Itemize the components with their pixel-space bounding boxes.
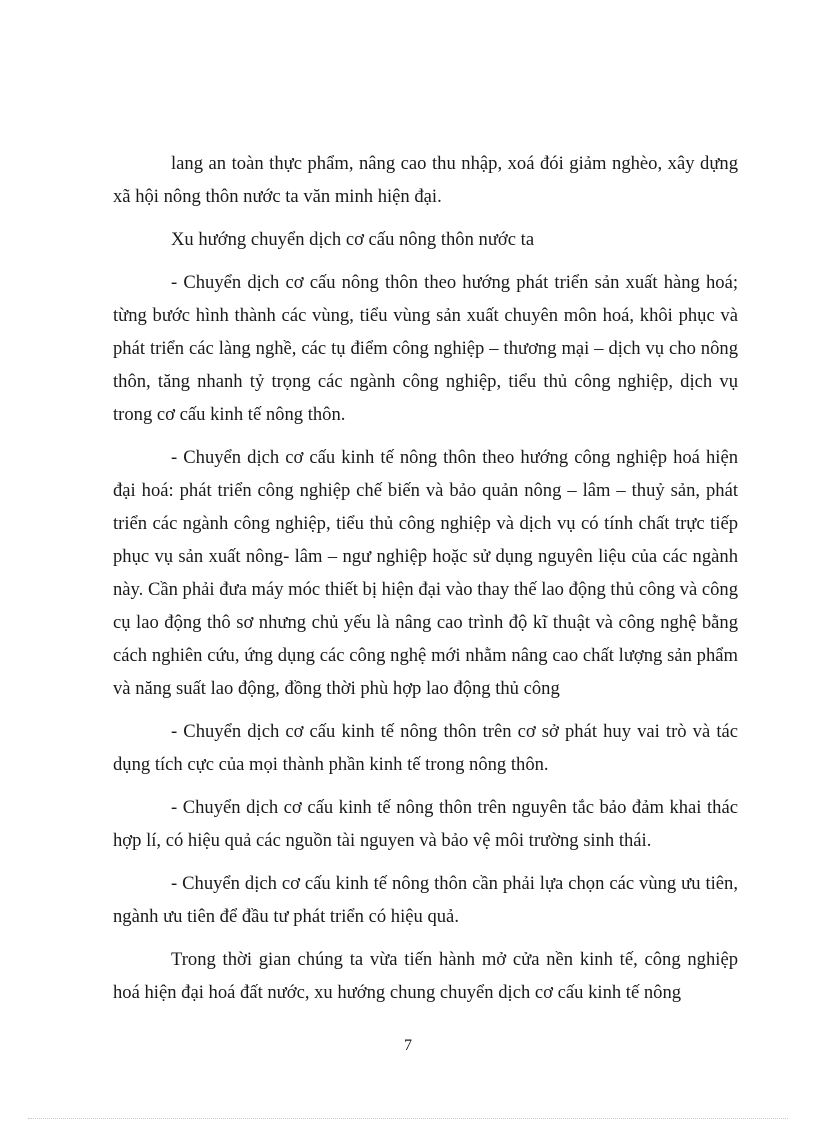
- paragraph-trend-heading: Xu hướng chuyển dịch cơ cấu nông thôn nước ta: [171, 229, 535, 250]
- paragraph-bullet-resources: - Chuyển dịch cơ cấu kinh tế nông thôn trên nguyên tắc bảo đảm khai thác hợp lí, có hiệu quả các nguồn tài nguyen và bảo vệ môi trường sinh thái.: [113, 797, 738, 851]
- body-text: [113, 147, 738, 1019]
- paragraph-bullet-priority: - Chuyển dịch cơ cấu kinh tế nông thôn cần phải lựa chọn các vùng ưu tiên, ngành ưu tiên để đầu tư phát triển có hiệu quả.: [113, 873, 738, 927]
- paragraph-bullet-industrialization: - Chuyển dịch cơ cấu kinh tế nông thôn theo hướng công nghiệp hoá hiện đại hoá: phát triển công nghiệp chế biến và bảo quản nông – lâm – thuỷ sản, phát triển các ngành công nghiệp, tiểu thủ công nghiệp và dịch vụ có tính chất trực tiếp phục vụ sản xuất nông- lâm – ngư nghiệp hoặc sử dụng nguyên liệu của các ngành này. Cần phải đưa máy móc thiết bị hiện đại vào thay thế lao động thủ công và công cụ lao động thô sơ nhưng chủ yếu là nâng cao trình độ kĩ thuật và công nghệ bằng cách nghiên cứu, ứng dụng các công nghệ mới nhằm nâng cao chất lượng sản phẩm và năng suất lao động, đồng thời phù hợp lao động thủ công: [113, 447, 738, 699]
- page-bottom-divider: [28, 1118, 788, 1119]
- paragraph-closing: Trong thời gian chúng ta vừa tiến hành mở cửa nền kinh tế, công nghiệp hoá hiện đại hoá đất nước, xu hướng chung chuyển dịch cơ cấu kinh tế nông: [113, 949, 738, 1003]
- paragraph-bullet-commodity: - Chuyển dịch cơ cấu nông thôn theo hướng phát triển sản xuất hàng hoá; từng bước hình thành các vùng, tiểu vùng sản xuất chuyên môn hoá, khôi phục và phát triển các làng nghề, các tụ điểm công nghiệp – thương mại – dịch vụ cho nông thôn, tăng nhanh tỷ trọng các ngành công nghiệp, tiểu thủ công nghiệp, dịch vụ trong cơ cấu kinh tế nông thôn.: [113, 272, 738, 425]
- page-number: 7: [404, 1037, 412, 1054]
- paragraph-bullet-economic-sectors: - Chuyển dịch cơ cấu kinh tế nông thôn trên cơ sở phát huy vai trò và tác dụng tích cực của mọi thành phần kinh tế trong nông thôn.: [113, 721, 738, 775]
- paragraph-continuation: lang an toàn thực phẩm, nâng cao thu nhập, xoá đói giảm nghèo, xây dựng xã hội nông thôn nước ta văn minh hiện đại.: [113, 153, 738, 207]
